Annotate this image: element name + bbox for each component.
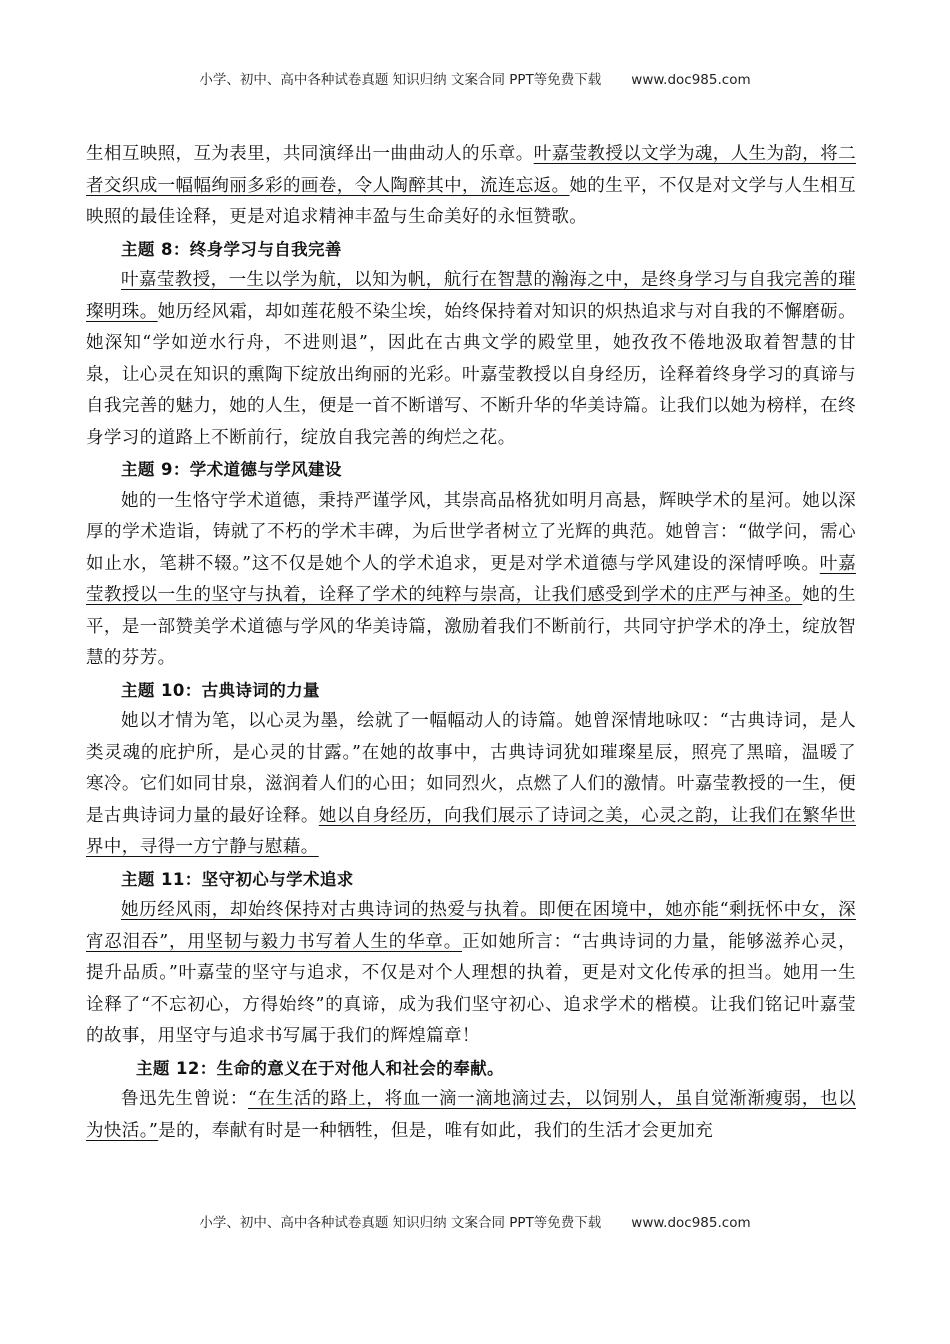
theme-11-underlined: 她历经风雨，却始终保持对古典诗词的热爱与执着。即便在困境中，她亦能“剩抚怀中女，深宵忍泪吞”，用坚韧与毅力书写着人生的华章。: [86, 900, 856, 952]
theme-10-paragraph: [86, 706, 856, 864]
theme-8-title: 主题 8：终身学习与自我完善: [121, 239, 342, 259]
intro-text-end: 她的生平，不仅是对文学与人生相互映照的最佳诠释，更是对追求精神丰盈与生命美好的永恒赞歌。: [86, 175, 856, 227]
theme-10-title: 主题 10：古典诗词的力量: [121, 680, 320, 700]
footer-text: 小学、初中、高中各种试卷真题 知识归纳 文案合同 PPT等免费下载: [199, 1215, 602, 1231]
document-body: [86, 139, 856, 1147]
page-header: [0, 68, 950, 88]
theme-8-paragraph: [86, 265, 856, 454]
theme-12-quote: “在生活的路上，将血一滴一滴地滴过去，以饲别人，虽自觉渐渐瘦弱，也以为快活。”: [86, 1089, 856, 1141]
theme-9-text-end: 她的生平，是一部赞美学术道德与学风的华美诗篇，激励着我们不断前行，共同守护学术的净土，绽放智慧的芬芳。: [86, 585, 856, 668]
theme-9-text: 她的一生恪守学术道德，秉持严谨学风，其崇高品格犹如明月高悬，辉映学术的星河。她以深厚的学术造诣，铸就了不朽的学术丰碑，为后世学者树立了光辉的典范。她曾言：“做学问，需心如止水，笔耕不辍。”这不仅是她个人的学术追求，更是对学术道德与学风建设的深情呼唤。: [86, 490, 856, 574]
theme-12-text: 鲁迅先生曾说：: [121, 1089, 248, 1109]
intro-underlined: 叶嘉莹教授以文学为魂，人生为韵，将二者交织成一幅幅绚丽多彩的画卷，令人陶醉其中，流连忘返。: [86, 144, 857, 196]
theme-11-title: 主题 11：坚守初心与学术追求: [121, 869, 354, 889]
theme-10-underlined: 她以自身经历，向我们展示了诗词之美，心灵之韵，让我们在繁华世界中，寻得一方宁静与慰藉。: [86, 805, 856, 857]
intro-paragraph: [86, 139, 856, 234]
header-text: 小学、初中、高中各种试卷真题 知识归纳 文案合同 PPT等免费下载: [199, 72, 602, 88]
theme-10-text: 她以才情为笔，以心灵为墨，绘就了一幅幅动人的诗篇。她曾深情地咏叹：“古典诗词，是人类灵魂的庇护所，是心灵的甘露。”在她的故事中，古典诗词犹如璀璨星辰，照亮了黑暗，温暖了寒冷。它们如同甘泉，滋润着人们的心田；如同烈火，点燃了人们的激情。叶嘉莹教授的一生，便是古典诗词力量的最好诠释。: [86, 711, 856, 826]
theme-9-paragraph: [86, 486, 856, 675]
theme-12-title: 主题 12：生命的意义在于对他人和社会的奉献。: [136, 1058, 504, 1078]
theme-8-underlined: 叶嘉莹教授，一生以学为航，以知为帆，航行在智慧的瀚海之中，是终身学习与自我完善的璀璨明珠。: [86, 270, 856, 322]
theme-8-text: 她历经风霜，却如莲花般不染尘埃，始终保持着对知识的炽热追求与对自我的不懈磨砺。她深知“学如逆水行舟，不进则退”，因此在古典文学的殿堂里，她孜孜不倦地汲取着智慧的甘泉，让心灵在知识的熏陶下绽放出绚丽的光彩。叶嘉莹教授以自身经历，诠释着终身学习的真谛与自我完善的魅力，她的人生，便是一首不断谱写、不断升华的华美诗篇。让我们以她为榜样，在终身学习的道路上不断前行，绽放自我完善的绚烂之花。: [86, 301, 856, 448]
theme-9-underlined: 叶嘉莹教授以一生的坚守与执着，诠释了学术的纯粹与崇高，让我们感受到学术的庄严与神圣。: [86, 553, 857, 605]
intro-text: 生相互映照，互为表里，共同演绎出一曲曲动人的乐章。: [86, 144, 534, 164]
theme-9-title: 主题 9：学术道德与学风建设: [121, 460, 342, 479]
page-footer: [0, 1211, 950, 1231]
theme-11-paragraph: [86, 895, 856, 1053]
theme-11-text: 正如她所言：“古典诗词的力量，能够滋养心灵，提升品质。”叶嘉莹的坚守与追求，不仅是对个人理想的执着，更是对文化传承的担当。她用一生诠释了“不忘初心，方得始终”的真谛，成为我们坚守初心、追求学术的楷模。让我们铭记叶嘉莹的故事，用坚守与追求书写属于我们的辉煌篇章！: [86, 931, 856, 1046]
theme-12-paragraph: [86, 1084, 856, 1147]
footer-url[interactable]: www.doc985.com: [631, 1215, 751, 1231]
header-url[interactable]: www.doc985.com: [631, 72, 751, 88]
theme-12-text-end: 是的，奉献有时是一种牺牲，但是，唯有如此，我们的生活才会更加充: [158, 1120, 714, 1141]
